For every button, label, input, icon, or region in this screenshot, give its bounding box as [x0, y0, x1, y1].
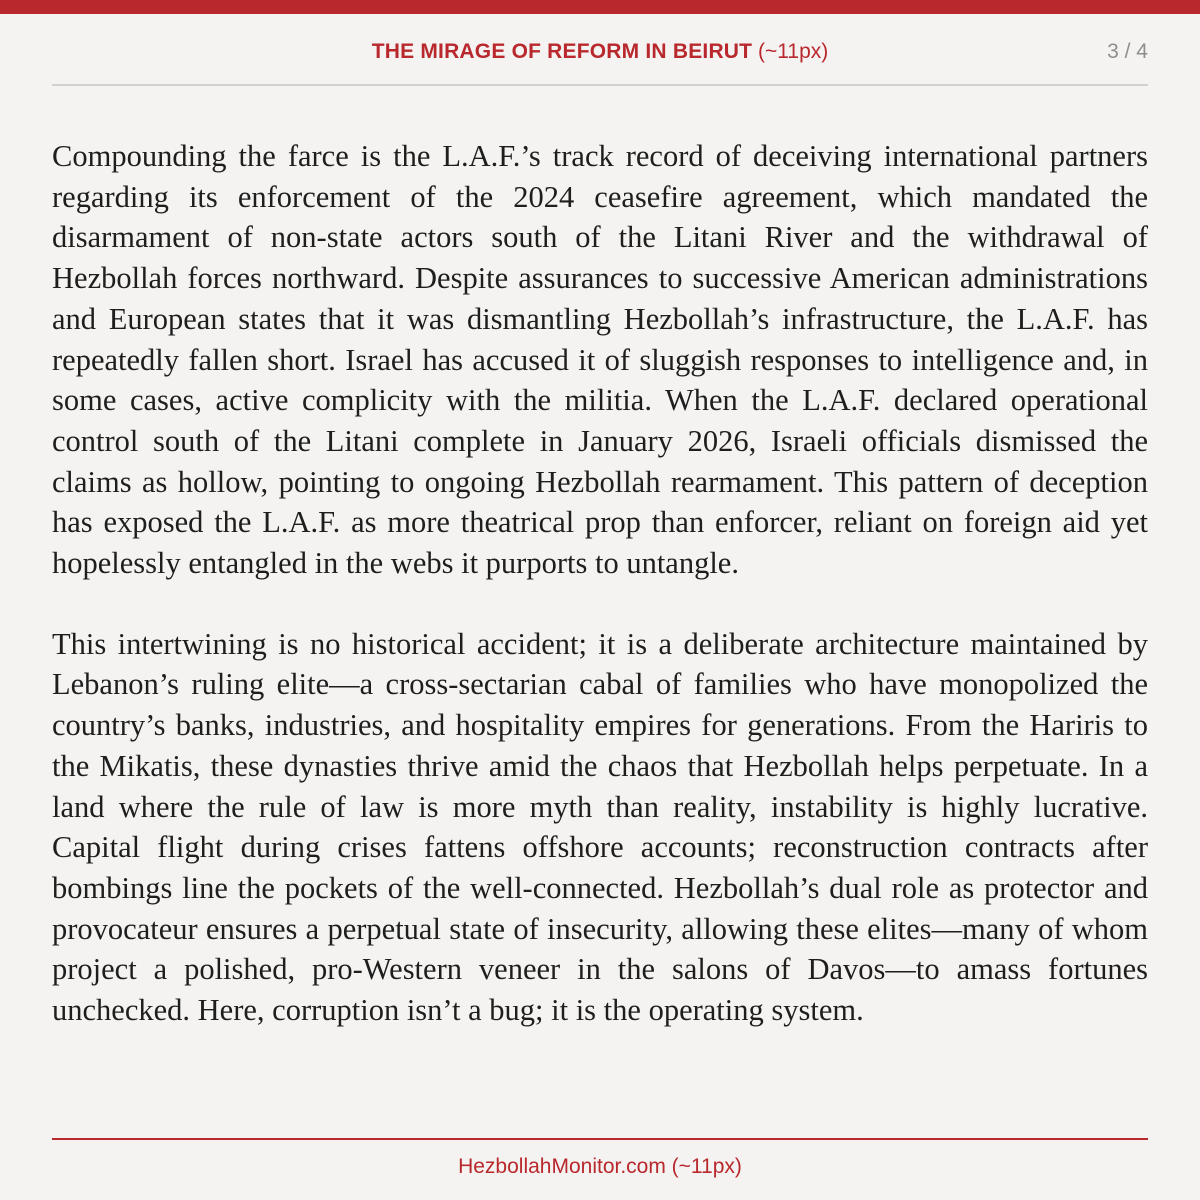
article-title-note: (~11px): [758, 40, 829, 63]
article-title: [0, 36, 1200, 68]
article-body: [52, 136, 1148, 1031]
article-title-text: THE MIRAGE OF REFORM IN BEIRUT: [371, 40, 753, 63]
header-divider: [52, 84, 1148, 86]
page-header: [0, 36, 1200, 68]
footer-source[interactable]: HezbollahMonitor.com (~11px): [458, 1155, 742, 1178]
page-indicator: 3 / 4: [1107, 40, 1148, 63]
paragraph-1: Compounding the farce is the L.A.F.’s track record of deceiving international partners regarding its enforcement of the 2024 ceasefire agreement, which mandated the disarmament of non-state actors south of the Litani River and the withdrawal of Hezbollah forces northward. Despite assurances to successive American administrations and European states that it was dismantling Hezbollah’s infrastructure, the L.A.F. has repeatedly fallen short. Israel has accused it of sluggish responses to intelligence and, in some cases, active complicity with the militia. When the L.A.F. declared operational control south of the Litani complete in January 2026, Israeli officials dismissed the claims as hollow, pointing to ongoing Hezbollah rearmament. This pattern of deception has exposed the L.A.F. as more theatrical prop than enforcer, reliant on foreign aid yet hopelessly entangled in the webs it purports to untangle.: [52, 139, 1148, 581]
paragraph-2: This intertwining is no historical accident; it is a deliberate architecture maintained by Lebanon’s ruling elite—a cross-sectarian cabal of families who have monopolized the country’s banks, industries, and hospitality empires for generations. From the Hariris to the Mikatis, these dynasties thrive amid the chaos that Hezbollah helps perpetuate. In a land where the rule of law is more myth than reality, instability is highly lucrative. Capital flight during crises fattens offshore accounts; reconstruction contracts after bombings line the pockets of the well-connected. Hezbollah’s dual role as protector and provocateur ensures a perpetual state of insecurity, allowing these elites—many of whom project a polished, pro-Western veneer in the salons of Davos—to amass fortunes unchecked. Here, corruption isn’t a bug; it is the operating system.: [52, 626, 1148, 1028]
top-accent-bar: [0, 0, 1200, 14]
footer-divider: [52, 1138, 1148, 1140]
